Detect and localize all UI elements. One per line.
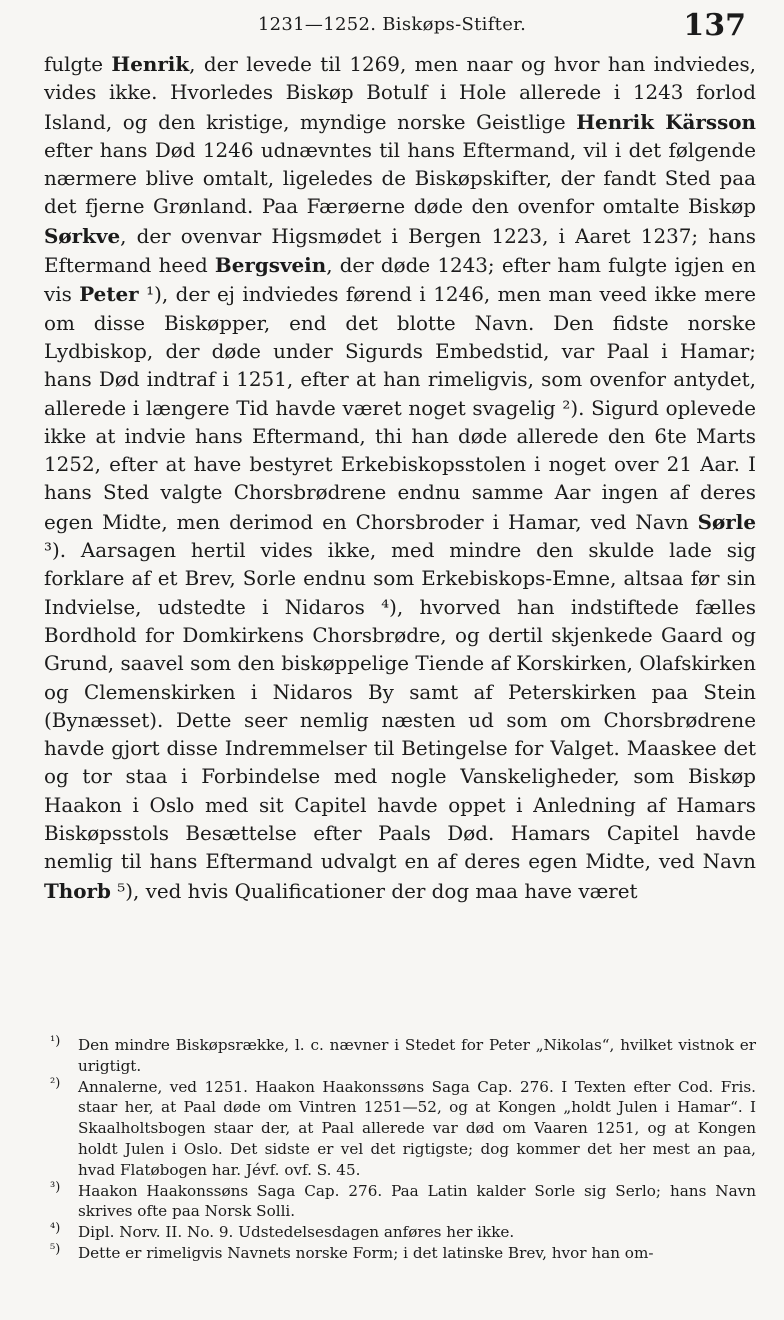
text-run: , der levede til 1269, men naar og hvor han indviedes, vides ikke. Hvorledes Biskøp Botulf i Hole allerede i 1243 forlod Island, og den kristige, myndige norske Geistlige <box>44 53 756 134</box>
page-header <box>0 6 784 46</box>
footnote <box>44 1035 756 1077</box>
footnote-text: Annalerne, ved 1251. Haakon Haakonssøns Saga Cap. 276. I Texten efter Cod. Fris. staar her, at Paal døde om Vintren 1251—52, og at Kongen „holdt Julen i Hamar“. I Skaalholtsbogen staar der, at Paal allerede var død om Vaaren 1251, og at Kongen holdt Julen i Oslo. Det sidste er vel det rigtigste; dog kommer det her mest an paa, hvad Flatøbogen har. Jévf. ovf. S. 45. <box>78 1077 756 1179</box>
footnote <box>44 1243 756 1264</box>
name-emphasis: Sørle <box>697 509 756 534</box>
footnote-mark: ²) <box>50 1075 61 1091</box>
text-run: ⁵), ved hvis Qualificationer der dog maa have været <box>110 879 638 903</box>
footnote-text: Den mindre Biskøpsrække, l. c. nævner i Stedet for Peter „Nikolas“, hvilket vistnok er urigtigt. <box>78 1036 756 1075</box>
footnote <box>44 1077 756 1181</box>
footnote <box>44 1181 756 1223</box>
page-number: 137 <box>683 8 746 43</box>
text-run: fulgte <box>44 53 112 76</box>
name-emphasis: Thorb <box>44 878 111 903</box>
footnote-text: Dipl. Norv. II. No. 9. Udstedelsesdagen anføres her ikke. <box>78 1223 515 1242</box>
text-run: efter hans Død 1246 udnævntes til hans Eftermand, vil i det følgende nærmere blive omtalt, ligeledes de Biskøpskifter, der fandt Sted paa det fjerne Grønland. Paa Færøerne døde den ovenfor omtalte Biskøp <box>44 138 756 219</box>
footnotes <box>44 1035 756 1264</box>
footnote <box>44 1222 756 1243</box>
text-run: , der døde 1243; efter ham fulgte igjen en vis <box>44 254 756 307</box>
name-emphasis: Peter <box>79 282 139 307</box>
text-run: ¹), der ej indviedes førend i 1246, men man veed ikke mere om disse Biskøpper, end det blotte Navn. Den fidste norske Lydbiskop, der døde under Sigurds Embedstid, var Paal i Hamar; hans Død indtraf i 1251, efter at han rimeligvis, som ovenfor antydet, allerede i længere Tid havde været noget svagelig ²). Sigurd oplevede ikke at indvie hans Eftermand, thi han døde allerede den 6te Marts 1252, efter at have bestyret Erkebiskopsstolen i noget over 21 Aar. I hans Sted valgte Chorsbrødrene endnu samme Aar ingen af deres egen Midte, men derimod en Chorsbroder i Hamar, ved Navn <box>44 283 756 534</box>
footnote-mark: ³) <box>50 1179 61 1195</box>
footnote-mark: ⁵) <box>50 1241 61 1257</box>
footnote-text: Dette er rimeligvis Navnets norske Form; i det latinske Brev, hvor han om- <box>78 1243 654 1262</box>
running-head: 1231—1252. Biskøps-Stifter. <box>257 14 527 35</box>
text-run: ³). Aarsagen hertil vides ikke, med mindre den skulde lade sig forklare af et Brev, Sorle endnu som Erkebiskops-Emne, altsaa før sin Indvielse, udstedte i Nidaros ⁴), hvorved han indstiftede fælles Bordhold for Domkirkens Chorsbrødre, og dertil skjenkede Gaard og Grund, saavel som den biskøppelige Tiende af Korskirken, Olafskirken og Clemenskirken i Nidaros By samt af Peterskirken paa Stein (Bynæsset). Dette seer nemlig næsten ud som om Chorsbrødrene havde gjort disse Indremmelser til Betingelse for Valget. Maaskee det og tor staa i Forbindelse med nogle Vanskeligheder, som Biskøp Haakon i Oslo med sit Capitel havde oppet i Anledning af Hamars Biskøpsstols Besættelse efter Paals Død. Hamars Capitel havde nemlig til hans Eftermand udvalgt en af deres egen Midte, ved Navn <box>44 539 756 874</box>
footnote-mark: ¹) <box>50 1034 61 1049</box>
footnote-text: Haakon Haakonssøns Saga Cap. 276. Paa Latin kalder Sorle sig Serlo; hans Navn skrives ofte paa Norsk Solli. <box>78 1181 756 1221</box>
body-paragraph <box>44 50 756 906</box>
name-emphasis: Henrik <box>111 52 190 76</box>
text-run: , der ovenvar Higsmødet i Bergen 1223, i Aaret 1237; hans Eftermand heed <box>44 224 756 278</box>
footnote-mark: ⁴) <box>50 1221 61 1237</box>
main-text <box>44 50 756 906</box>
name-emphasis: Henrik Kärsson <box>576 109 756 134</box>
name-emphasis: Bergsvein <box>214 253 327 278</box>
name-emphasis: Sørkve <box>44 223 121 248</box>
